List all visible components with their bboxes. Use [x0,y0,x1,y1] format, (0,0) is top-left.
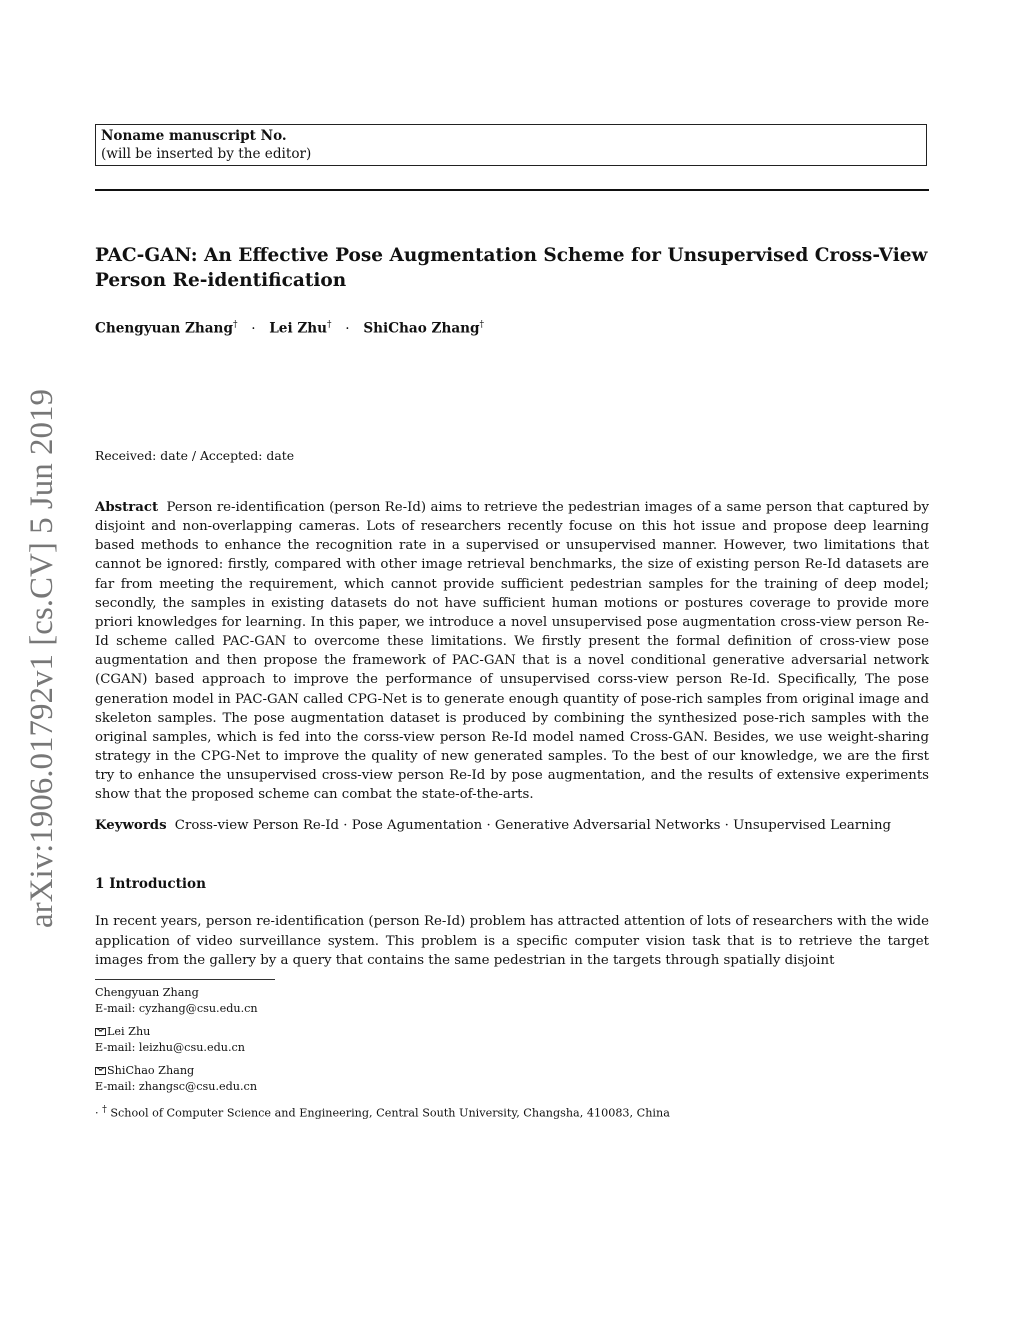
keywords-label: Keywords [95,818,167,833]
author-mark: † [479,320,485,330]
editor-box [95,124,927,166]
keywords-text: Cross-view Person Re-Id · Pose Agumentation · Generative Adversarial Networks · Unsupervised Learning [174,818,892,833]
abstract-label: Abstract [95,500,159,515]
footnote-email: E-mail: cyzhang@csu.edu.cn [95,1001,258,1015]
title-line-1: PAC-GAN: An Effective Pose Augmentation Scheme for Unsupervised Cross-View [95,245,928,266]
abstract [95,498,929,805]
title-line-2: Person Re-identification [95,270,347,291]
affiliation-mark: † [102,1104,107,1115]
introduction-text: In recent years, person re-identification (person Re-Id) problem has attracted attention of lots of researchers with the wide application of video surveillance system. This problem is a specific computer vision task that is to retrieve the target images from the gallery by a query that contains the same pedestrian in the targets through spatially disjoint [95,914,929,969]
footnote-author-1 [95,985,258,1016]
section-heading: 1 Introduction [95,876,207,892]
footnote-name: ShiChao Zhang [107,1064,195,1077]
envelope-icon [95,1067,106,1075]
author-mark: † [327,320,332,330]
footnote-affiliation [95,1102,670,1121]
header-rule [95,189,929,191]
footnote-author-3 [95,1063,257,1094]
footnote-name: Lei Zhu [107,1025,151,1038]
envelope-icon [95,1028,106,1036]
affiliation-bullet: · [95,1106,99,1120]
arxiv-stamp: arXiv:1906.01792v1 [cs.CV] 5 Jun 2019 [24,389,60,928]
footnote-email: E-mail: leizhu@csu.edu.cn [95,1040,245,1054]
author-name: Chengyuan Zhang [95,320,233,337]
author-list [95,320,895,337]
author-name: Lei Zhu [269,320,328,337]
author-name: ShiChao Zhang [363,320,480,337]
keywords [95,816,929,835]
manuscript-number: Noname manuscript No. [101,128,287,144]
author-separator: · [345,320,350,337]
editor-note: (will be inserted by the editor) [101,146,312,162]
footnote-name: Chengyuan Zhang [95,986,199,999]
footnote-email: E-mail: zhangsc@csu.edu.cn [95,1079,258,1093]
received-date: Received: date / Accepted: date [95,448,295,463]
abstract-text: Person re-identification (person Re-Id) aims to retrieve the pedestrian images of a same person that captured by disjoint and non-overlapping cameras. Lots of researchers recently focuse on this hot issue and propose deep learning based methods to enhance the recognition rate in a supervised or unsupervised manner. However, two limitations that cannot be ignored: firstly, compared with other image retrieval benchmarks, the size of existing person Re-Id datasets are far from meeting the requirement, which cannot provide sufficient pedestrian samples for the training of deep model; secondly, the samples in existing datasets do not have sufficient human motions or postures coverage to provide more priori knowledges for learning. In this paper, we introduce a novel unsupervised pose augmentation cross-view person Re-Id scheme called PAC-GAN to overcome these limitations. We firstly present the formal definition of cross-view pose augmentation and then propose the framework of PAC-GAN that is a novel conditional generative adversarial network (CGAN) based approach to improve the performance of unsupervised corss-view person Re-Id. Specifically, The pose generation model in PAC-GAN called CPG-Net is to generate enough quantity of pose-rich samples from original image and skeleton samples. The pose augmentation dataset is produced by combining the synthesized pose-rich samples with the original samples, which is fed into the corss-view person Re-Id model named Cross-GAN. Besides, we use weight-sharing strategy in the CPG-Net to improve the quality of new generated samples. To the best of our knowledge, we are the first try to enhance the unsupervised cross-view person Re-Id by pose augmentation, and the results of extensive experiments show that the proposed scheme can combat the state-of-the-arts. [95,500,929,803]
footnote-rule [95,979,275,980]
affiliation-text: School of Computer Science and Engineering, Central South University, Changsha, 410083, China [110,1106,670,1120]
footnote-author-2 [95,1024,245,1055]
paper-title [95,243,935,293]
author-mark: † [232,320,238,330]
author-separator: · [251,320,256,337]
